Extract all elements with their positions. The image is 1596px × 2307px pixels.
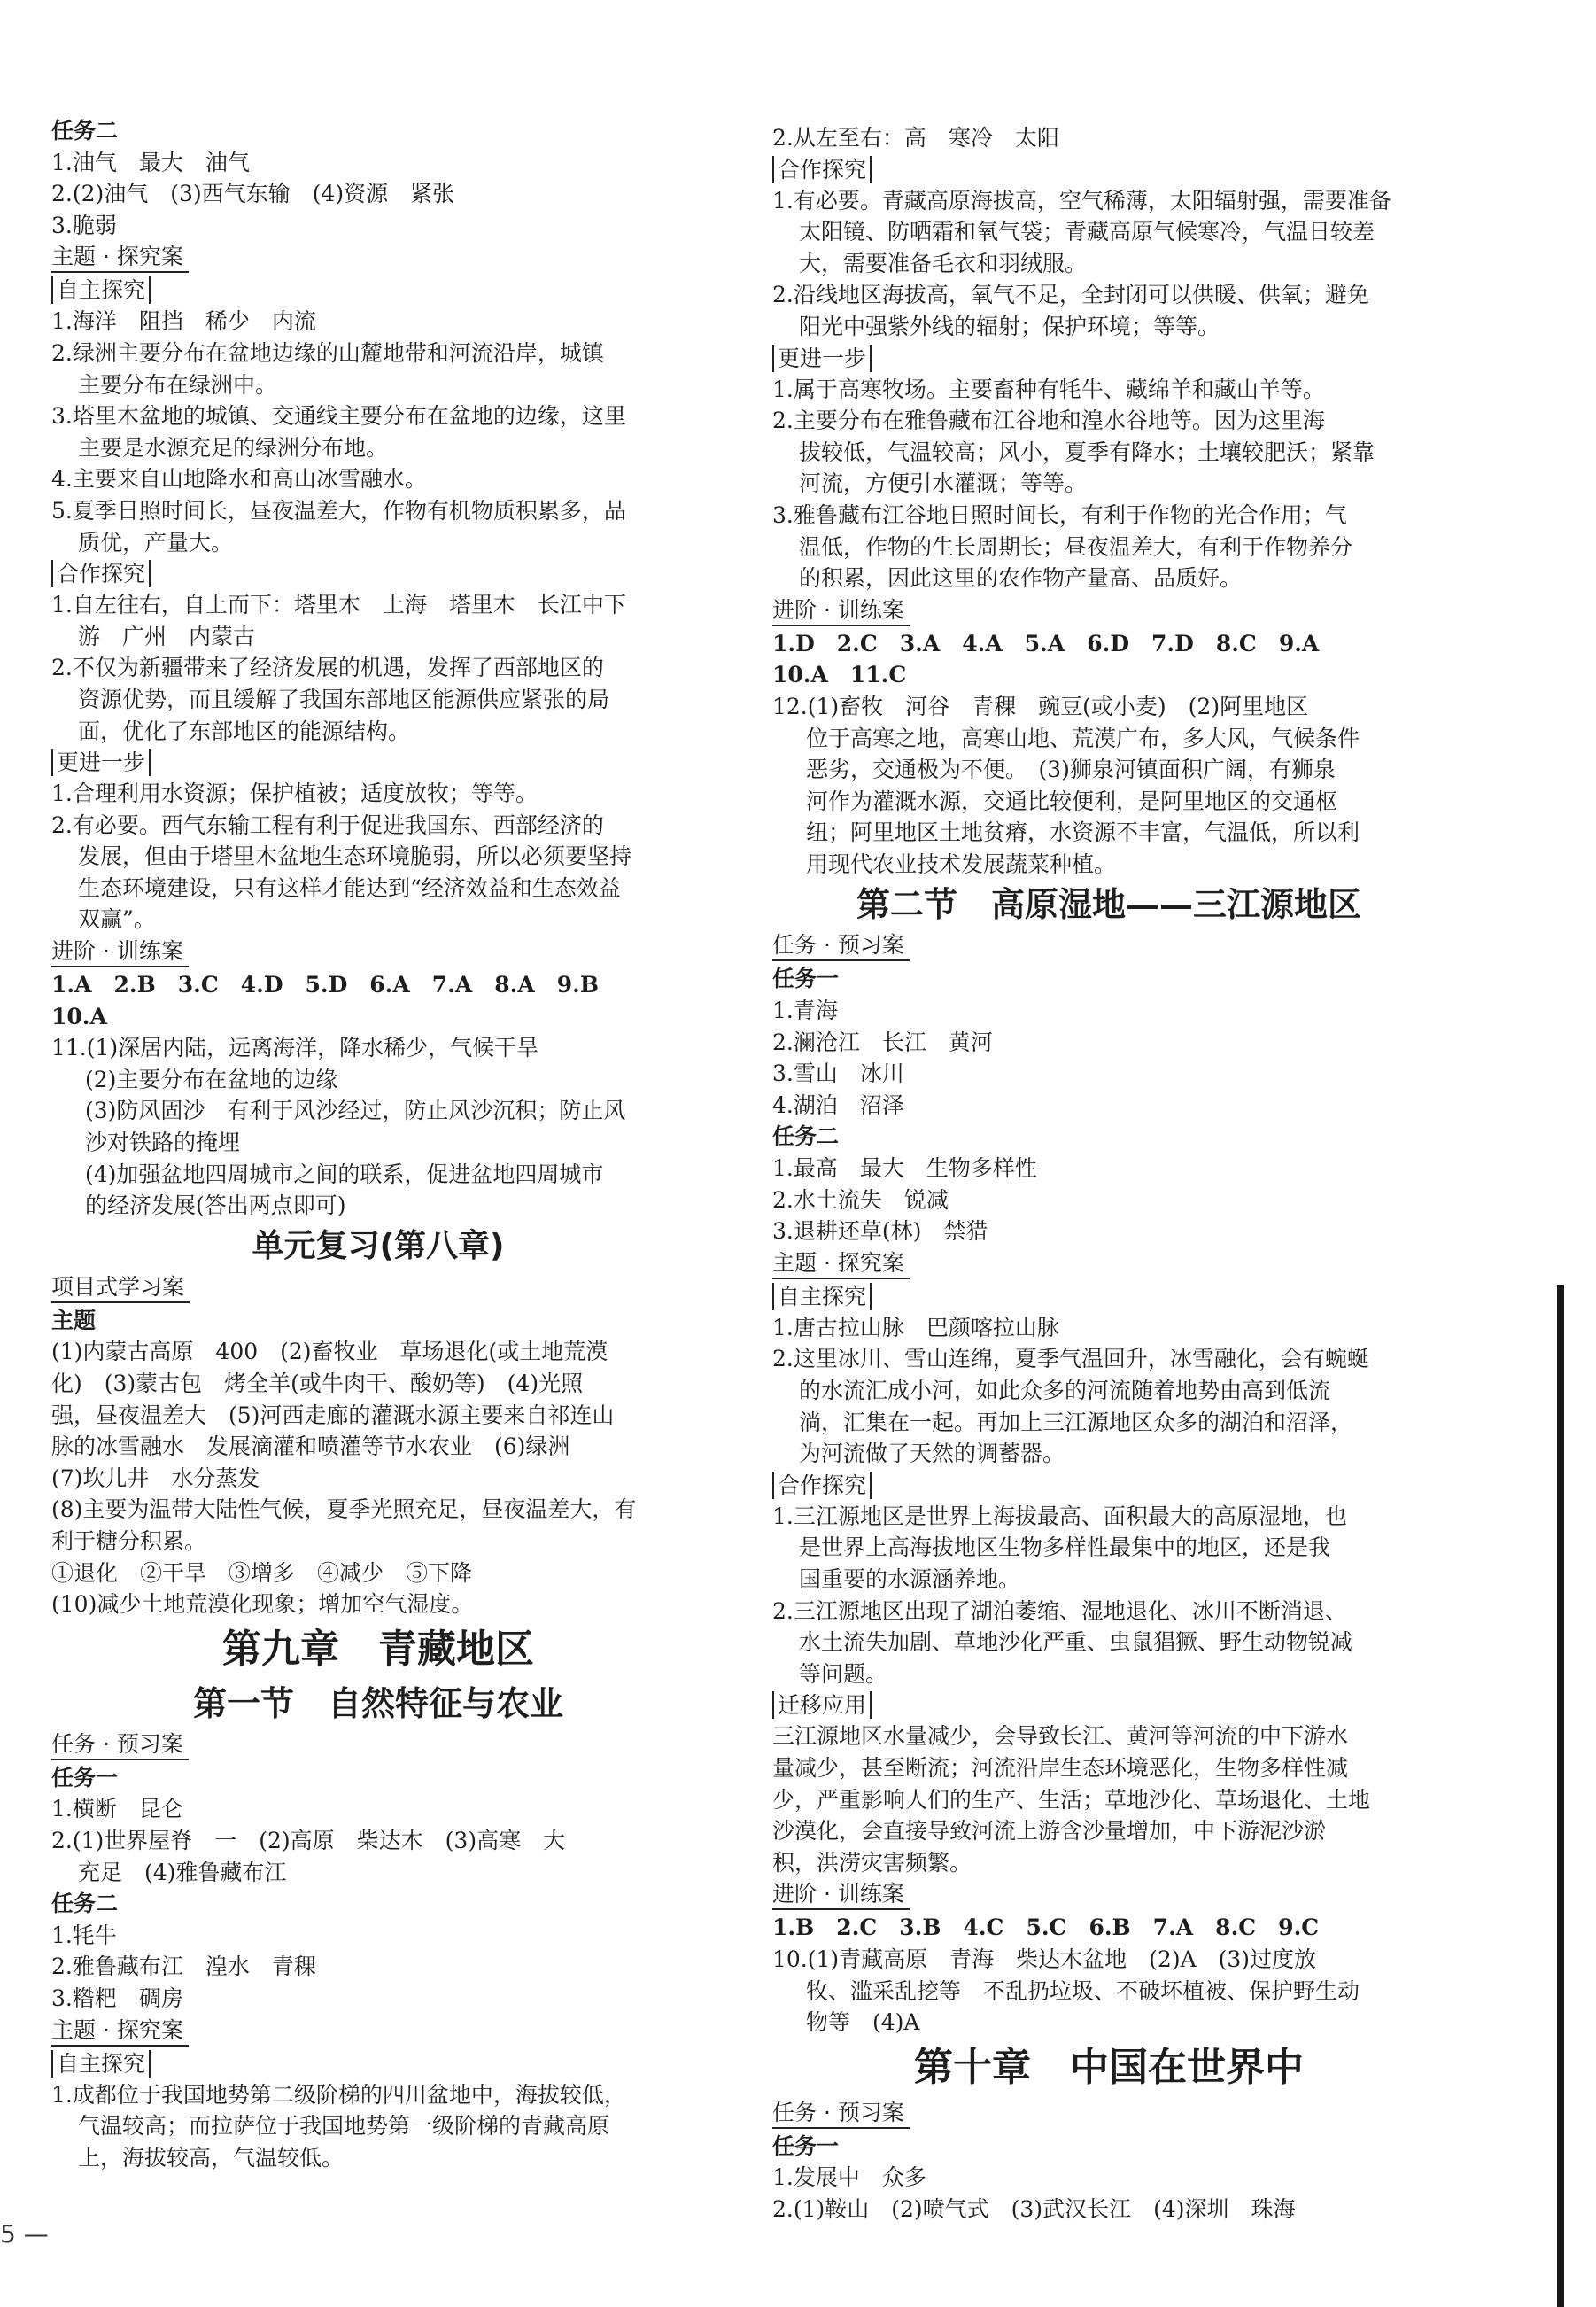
text-line-continued: 沙对铁路的掩埋 [85,1130,241,1156]
answer-line: 1.A 2.B 3.C 4.D 5.D 6.A 7.A 8.A 9.B [51,972,599,998]
boxed-label [51,2048,705,2079]
subheading: 任务一 [772,966,840,992]
text-line: (8)主要为温带大陆性气候，夏季光照充足，昼夜温差大，有 [51,1496,637,1523]
text-line: 2.雅鲁藏布江 湟水 青稞 [51,1954,316,1980]
text-line: 3.雪山 冰川 [772,1060,904,1087]
text-line: 化) (3)蒙古包 烤全羊(或牛肉干、酸奶等) (4)光照 [51,1371,584,1396]
text-line: 2.从左至右：高 寒冷 太阳 [772,125,1059,151]
section-label [51,1271,705,1305]
section-label [51,241,705,275]
text-line: 1.自左往右，自上而下：塔里木 上海 塔里木 长江中下 [51,592,626,618]
text-line: 沙漠化，会直接导致河流上游含沙量增加，中下游泥沙淤 [772,1818,1327,1845]
boxed-label-text: 合作探究 [51,560,151,587]
text-line-continued: 国重要的水源涵养地。 [799,1565,1021,1592]
text-line: 三江源地区水量减少，会导致长江、黄河等河流的中下游水 [772,1723,1349,1750]
text-line: 3.糌粑 碉房 [51,1985,183,2011]
text-line: 2.(2)油气 (3)西气东输 (4)资源 紧张 [51,181,455,207]
section-label-text: 进阶 · 训练案 [772,596,910,626]
text-line: 3.塔里木盆地的城镇、交通线主要分布在盆地的边缘，这里 [51,403,626,430]
text-line: 1.油气 最大 油气 [51,149,250,175]
text-line-continued: 太阳镜、防晒霜和氧气袋；青藏高原气候寒冷，气温日较差 [799,219,1375,245]
section-label-text: 项目式学习案 [51,1273,190,1303]
answer-line: 1.B 2.C 3.B 4.C 5.C 6.B 7.A 8.C 9.C [772,1915,1320,1941]
boxed-label [772,1281,1445,1312]
subheading: 任务一 [51,1764,119,1790]
text-line-continued: 阳光中强紫外线的辐射；保护环境；等等。 [799,313,1220,339]
answer-line: 10.A [51,1003,107,1029]
text-line: 1.海洋 阻挡 稀少 内流 [51,308,316,335]
text-line-continued: 的水流汇成小河，如此众多的河流随着地势由高到低流 [799,1378,1331,1403]
boxed-label-text: 自主探究 [51,2050,151,2078]
boxed-label-text: 更进一步 [772,345,872,372]
unit-title: 单元复习(第八章) [252,1227,505,1264]
text-line-continued: 生态环境建设，只有这样才能达到“经济效益和生态效益 [78,874,621,901]
text-line-continued: 为河流做了天然的调蓄器。 [799,1441,1065,1467]
text-line-continued: (4)加强盆地四周城市之间的联系，促进盆地四周城市 [85,1161,604,1187]
text-line-continued: 用现代农业技术发展蔬菜种植。 [806,851,1117,877]
boxed-label-text: 迁移应用 [772,1691,872,1719]
boxed-label-text: 自主探究 [51,276,151,304]
text-line-continued: 主要分布在绿洲中。 [78,371,278,398]
text-line: 2.这里冰川、雪山连绵，夏季气温回升，冰雪融化，会有蜿蜒 [772,1346,1369,1372]
text-line: 1.横断 昆仑 [51,1796,183,1822]
section-title: 第一节 自然特征与农业 [192,1683,563,1723]
subheading: 任务一 [772,2132,840,2159]
text-line-continued: 水土流失加剧、草地沙化严重、虫鼠猖獗、野生动物锐减 [799,1629,1353,1656]
text-line: 2.主要分布在雅鲁藏布江谷地和湟水谷地等。因为这里海 [772,408,1325,434]
text-line: (10)减少土地荒漠化现象；增加空气湿度。 [51,1591,474,1618]
text-line: 1.三江源地区是世界上海拔最高、面积最大的高原湿地，也 [772,1503,1347,1529]
subheading: 主题 [51,1307,97,1333]
section-label-text: 任务 · 预习案 [772,931,910,961]
section-label-text: 主题 · 探究案 [772,1249,910,1279]
text-line-continued: 纽；阿里地区土地贫瘠，水资源不丰富，气温低，所以利 [806,819,1360,846]
text-line: 2.水土流失 锐减 [772,1186,949,1213]
text-line: 11.(1)深居内陆，远离海洋，降水稀少，气候干旱 [51,1035,539,1061]
text-line-continued: 双赢”。 [78,906,156,933]
text-line-continued: (3)防风固沙 有利于风沙经过，防止风沙沉积；防止风 [85,1098,626,1124]
text-line: 2.(1)鞍山 (2)喷气式 (3)武汉长江 (4)深圳 珠海 [772,2195,1296,2222]
boxed-label [51,558,705,589]
left-column [51,115,705,2173]
section-label-text: 主题 · 探究案 [51,2016,189,2047]
subheading: 任务二 [772,1123,840,1150]
text-line-continued: 的经济发展(答出两点即可) [85,1192,346,1219]
text-line-continued: 恶劣，交通极为不便。 (3)狮泉河镇面积广阔，有狮泉 [806,757,1336,783]
text-line-continued: 资源优势，而且缓解了我国东部地区能源供应紧张的局 [78,686,610,712]
boxed-label-text: 更进一步 [51,749,151,776]
section-label-text: 主题 · 探究案 [51,243,189,273]
text-line-continued: 是世界上高海拔地区生物多样性最集中的地区，还是我 [799,1534,1331,1561]
section-label-text: 进阶 · 训练案 [51,937,189,967]
section-label [51,1728,705,1762]
boxed-label-text: 合作探究 [772,1472,872,1499]
boxed-label [772,1689,1445,1721]
answer-line: 10.A 11.C [772,662,907,688]
text-line: 强，昼夜温差大 (5)河西走廊的灌溉水源主要来自祁连山 [51,1402,615,1428]
section-label [772,2097,1445,2131]
text-line: 3.退耕还草(林) 禁猎 [772,1218,988,1245]
text-line: 利于糖分积累。 [51,1527,207,1554]
text-line: 1.属于高寒牧场。主要畜种有牦牛、藏绵羊和藏山羊等。 [772,376,1325,402]
boxed-label [772,1470,1445,1501]
text-line: 1.发展中 众多 [772,2164,926,2191]
section-label [772,1878,1445,1912]
boxed-label [51,747,705,778]
text-line: 脉的冰雪融水 发展滴灌和喷灌等节水农业 (6)绿洲 [51,1433,570,1460]
section-title: 第二节 高原湿地——三江源地区 [856,885,1361,925]
text-line-continued: 大，需要准备毛衣和羽绒服。 [799,250,1088,276]
text-line: 4.湖泊 沼泽 [772,1091,904,1118]
text-line-continued: 上，海拔较高，气温较低。 [78,2144,345,2171]
text-line-continued: 游 广州 内蒙古 [78,623,256,649]
page-number: 5 — [0,2219,49,2249]
text-line-continued: (2)主要分布在盆地的边缘 [85,1066,338,1092]
text-line-continued: 主要是水源充足的绿洲分布地。 [78,434,389,461]
chapter-title: 第十章 中国在世界中 [914,2044,1304,2090]
boxed-label [51,275,705,306]
subheading: 任务二 [51,118,119,144]
text-line: 少，严重影响人们的生产、生活；草地沙化、草场退化、土地 [772,1786,1371,1813]
text-line: 3.雅鲁藏布江谷地日照时间长，有利于作物的光合作用；气 [772,501,1347,528]
text-line-continued: 河流，方便引水灌溉；等等。 [799,470,1088,497]
text-line: (1)内蒙古高原 400 (2)畜牧业 草场退化(或土地荒漠 [51,1339,608,1365]
text-line-continued: 充足 (4)雅鲁藏布江 [78,1859,287,1885]
text-line: 4.主要来自山地降水和高山冰雪融水。 [51,466,427,493]
section-label [51,2015,705,2048]
text-line-continued: 物等 (4)A [806,2009,920,2036]
boxed-label-text: 自主探究 [772,1283,872,1310]
text-line-continued: 淌，汇集在一起。再加上三江源地区众多的湖泊和沼泽， [799,1409,1353,1435]
right-column [772,122,1445,2225]
answer-line: 1.D 2.C 3.A 4.A 5.A 6.D 7.D 8.C 9.A [772,630,1320,656]
text-line: 12.(1)畜牧 河谷 青稞 豌豆(或小麦) (2)阿里地区 [772,693,1309,719]
section-label-text: 进阶 · 训练案 [772,1880,910,1910]
boxed-label [772,343,1445,374]
text-line-continued: 牧、滥采乱挖等 不乱扔垃圾、不破坏植被、保护野生动 [806,1977,1360,2004]
text-line: 2.不仅为新疆带来了经济发展的机遇，发挥了西部地区的 [51,655,604,681]
text-line-continued: 的积累，因此这里的农作物产量高、品质好。 [799,565,1243,592]
text-line: 1.牦牛 [51,1922,117,1948]
chapter-title: 第九章 青藏地区 [222,1626,534,1672]
section-label [772,594,1445,628]
boxed-label [772,154,1445,185]
section-label-text: 任务 · 预习案 [51,1730,189,1760]
text-line-continued: 温低，作物的生长周期长；昼夜温差大，有利于作物养分 [799,533,1353,560]
text-line: 量减少，甚至断流；河流沿岸生态环境恶化，生物多样性减 [772,1754,1349,1781]
text-line-continued: 拔较低，气温较高；风小，夏季有降水；土壤较肥沃；紧靠 [799,439,1375,465]
text-line-continued: 等问题。 [799,1660,888,1687]
text-line: 10.(1)青藏高原 青海 柴达木盆地 (2)A (3)过度放 [772,1946,1317,1972]
boxed-label-text: 合作探究 [772,156,872,183]
text-line-continued: 气温较高；而拉萨位于我国地势第一级阶梯的青藏高原 [78,2113,610,2140]
text-line: 积，洪涝灾害频繁。 [772,1849,972,1876]
text-line: 2.澜沧江 长江 黄河 [772,1029,993,1055]
text-line: 1.最高 最大 生物多样性 [772,1155,1037,1182]
subheading: 任务二 [51,1891,119,1917]
text-line-continued: 面，优化了东部地区的能源结构。 [78,718,411,744]
section-label-text: 任务 · 预习案 [772,2099,910,2129]
text-line: 1.唐古拉山脉 巴颜喀拉山脉 [772,1314,1059,1340]
text-line: 2.沿线地区海拔高，氧气不足，全封闭可以供暖、供氧；避免 [772,282,1369,308]
text-line: (7)坎儿井 水分蒸发 [51,1464,260,1491]
section-label [772,1247,1445,1281]
text-line: 1.成都位于我国地势第二级阶梯的四川盆地中，海拔较低， [51,2081,626,2108]
text-line: 2.有必要。西气东输工程有利于促进我国东、西部经济的 [51,812,604,838]
text-line-continued: 发展，但由于塔里木盆地生态环境脆弱，所以必须要坚持 [78,843,632,870]
text-line-continued: 质优，产量大。 [78,529,234,555]
text-line: 2.三江源地区出现了湖泊萎缩、湿地退化、冰川不断消退、 [772,1597,1347,1624]
text-line: 2.绿洲主要分布在盆地边缘的山麓地带和河流沿岸，城镇 [51,339,604,366]
text-line: 2.(1)世界屋脊 一 (2)高原 柴达木 (3)高寒 大 [51,1827,566,1853]
text-line: ①退化 ②干旱 ③增多 ④减少 ⑤下降 [51,1559,473,1586]
text-line: 1.合理利用水资源；保护植被；适度放牧；等等。 [51,781,538,807]
text-line: 1.有必要。青藏高原海拔高，空气稀薄，太阳辐射强，需要准备 [772,187,1391,214]
text-line-continued: 位于高寒之地，高寒山地、荒漠广布，多大风，气候条件 [806,725,1360,751]
text-line: 1.青海 [772,998,838,1024]
text-line: 5.夏季日照时间长，昼夜温差大，作物有机物质积累多，品 [51,497,626,524]
scan-edge-bar [1557,1285,1564,2307]
text-line: 3.脆弱 [51,212,117,238]
section-label [51,936,705,969]
text-line-continued: 河作为灌溉水源，交通比较便利，是阿里地区的交通枢 [806,788,1338,814]
section-label [772,929,1445,963]
